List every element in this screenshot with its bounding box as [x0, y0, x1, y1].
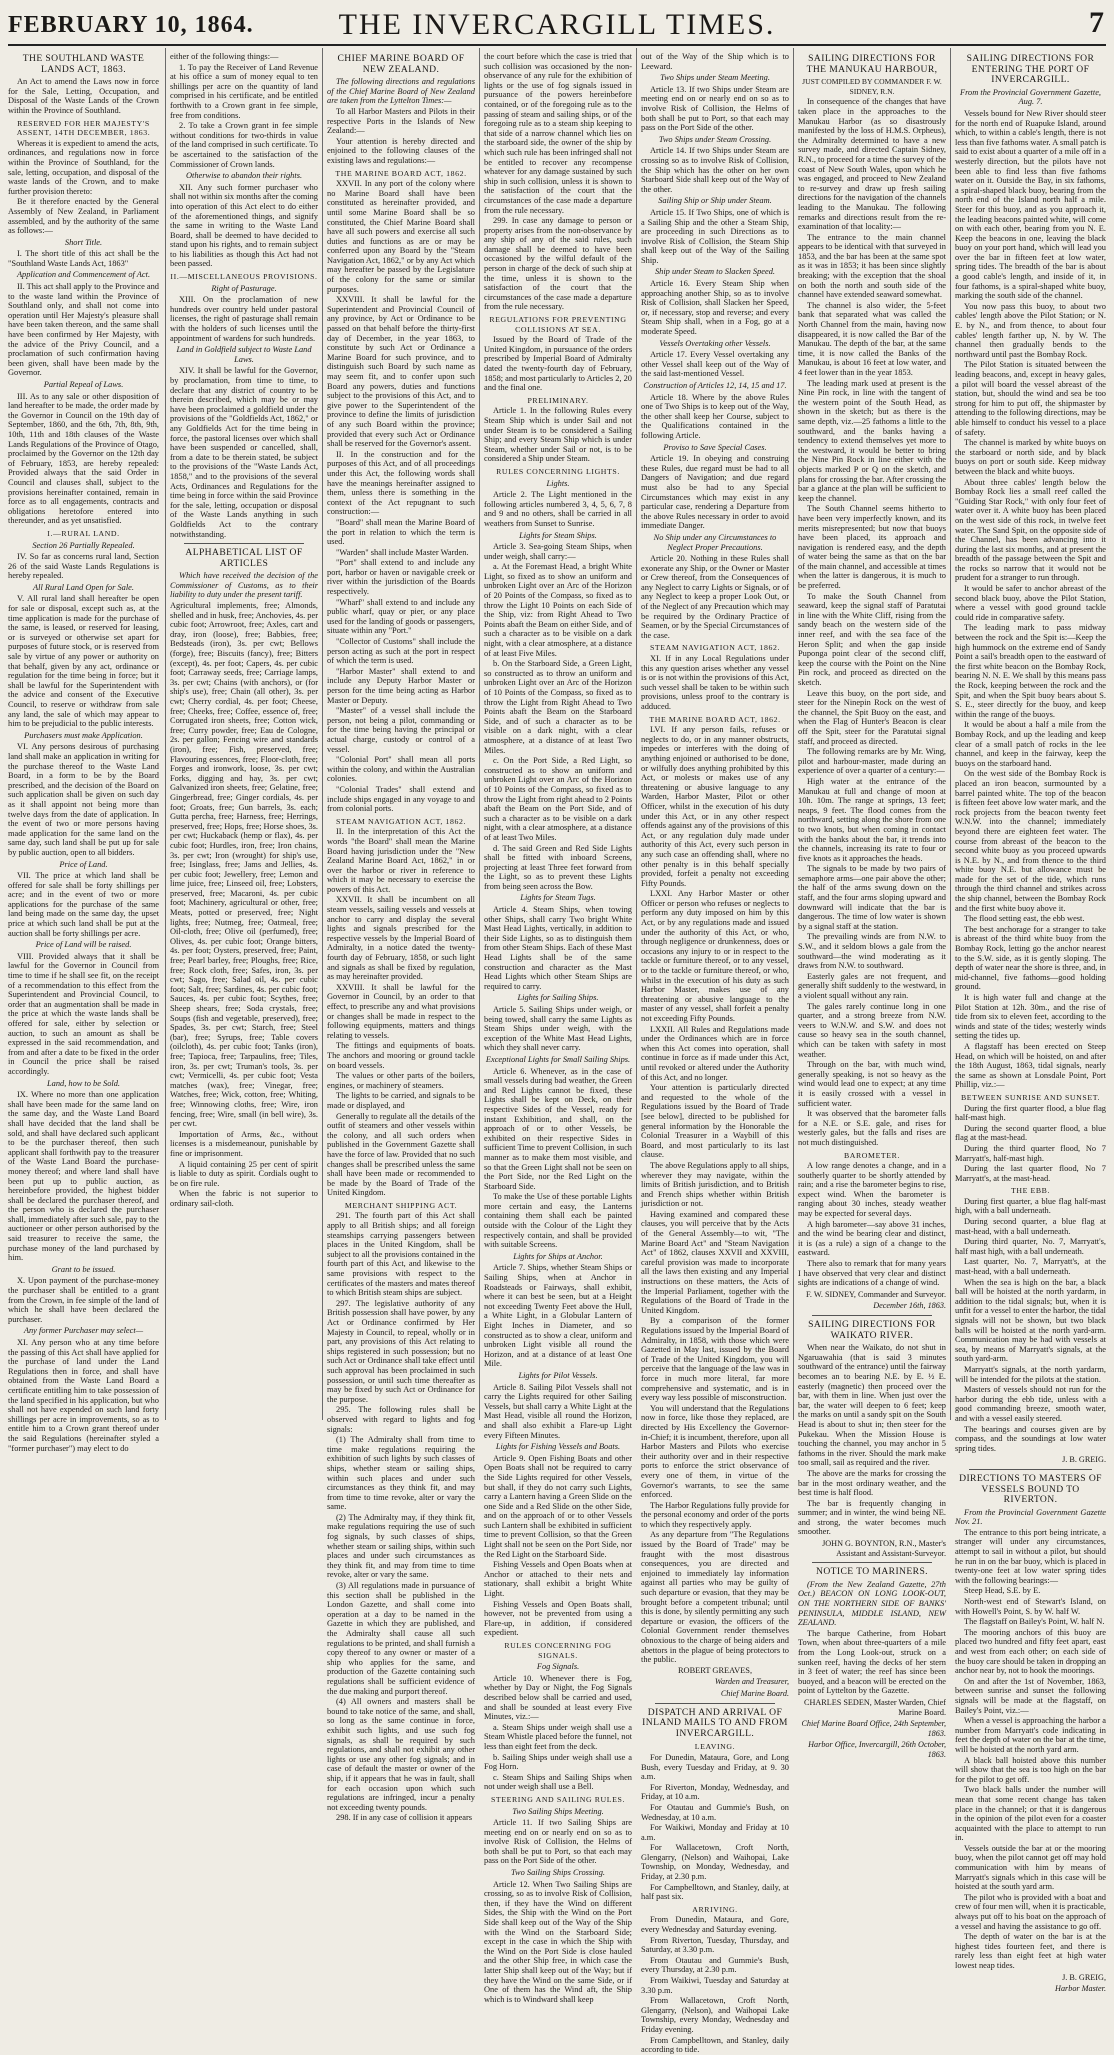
section-subheading: Section 26 Partially Repealed. — [32, 540, 135, 550]
paragraph: VII. The price at which land shall be offered for sale shall be forty shillings per acre; and in the event of two or more applications for the purchase of the same land being made on the same day, the upset price at which such land shall be put at the auction shall be forty shillings per acre. — [8, 871, 159, 938]
paragraph: LVI. If any person fails, refuses or neglects to do, or in any manner obstructs, impedes or interferes with the doing of anything enjoined or authorised to be done, or wilfully does anything prohibited by this Act, or molests or makes use of any threatening or abusive language to any Warden, Harbor Master, Pilot or other Officer, whilst in the execution of his duty under this Act, or in any other respect offends against any of the provisions of this Act, or any regulation duly made under authority of this Act, every such person in any such case an offending shall, where no other penalty is in this behalf specially provided, forfeit a penalty not exceeding Fifty Pounds. — [641, 725, 789, 888]
column-rule — [636, 48, 637, 1420]
section-subheading: No Ship under any Circumstances to Neglect Proper Precautions. — [653, 532, 777, 552]
paragraph: Article 19. In obeying and construing these Rules, due regard must be had to all Dangers of Navigation; and due regard must also be had to any Special Circumstances which may exist in any particular case, rendering a Departure from the above Rules necessary in order to avoid immediate Danger. — [641, 454, 789, 531]
section-subheading: All Rural Land Open for Sale. — [33, 582, 134, 592]
signature-place: Harbor Office, Invercargill, 26th October, 1863. — [808, 1740, 946, 1759]
column-rule — [479, 48, 480, 1420]
section-subheading: Exceptional Lights for Small Sailing Ships. — [485, 1054, 631, 1064]
paragraph: Vessels bound for New River should steer for the north end of Ruapuke Island, around which, to within a cable's length, there is not less than five fathoms water. A small patch is said to exist about a quarter of a mile off in a westerly direction, but the pilots have not been able to find less than five fathoms water on it. Outside the Bay, in six fathoms, a spiral-shaped black buoy, bearing from the north end of the Island north half a mile. Steer for this buoy, and as you approach it, the leading beacons painted white, will come on with each other, bearing from you N. E. Keep the beacons in one, leaving the black buoy on your port hand, which will lead you over the bar in fifteen feet at low water, spring tides. The breadth of the bar is about a good cable's length, and inside of it, in four fathoms, is a spiral-shaped white buoy, marking the south side of the channel. — [955, 108, 1106, 301]
section-subheading: Lights for Steam Ships. — [519, 530, 597, 540]
section-subheading: Short Title. — [64, 237, 103, 247]
article-heading: NOTICE TO MARINERS. — [816, 1566, 928, 1578]
paragraph: By a comparison of the former Regulations issued by the Imperial Board of Admiralty, in 1858, with those which were Gazetted in May last, issued by the Board of Trade of the United Kingdom, you will perceive that the language of the law was in force in much more literal, far more comprehensive and systematic, and is in every way less possible of misconstruction. — [641, 1316, 789, 1403]
paragraph: VI. Any persons desirous of purchasing land shall make an application in writing for the purchase thereof to the Waste Land Board, in a form to be by the Board prescribed, and the decision of the Board on such application shall be given on such day as it shall appoint not being more than twelve days from the date of application. In the event of two or more persons having made application for the same land on the same day, such land shall be put up for sale by public auction, open to all bidders. — [8, 742, 159, 857]
article-heading: SAILING DIRECTIONS FOR THE MANUKAU HARBOUR, — [806, 53, 938, 75]
paragraph: A black ball hoisted above this number will show that the sea is too high on the bar for the pilot to get off. — [955, 1755, 1106, 1784]
signature: CHARLES SEDEN, Master Warden, Chief Marine Board. — [804, 1697, 946, 1717]
section-subheading: Two Ships under Steam Crossing. — [658, 134, 772, 144]
paragraph: Masters of vessels should not run for the harbor during the ebb tide, unless with a good commanding breeze, smooth water, and with a vessel easily steered. — [955, 1385, 1106, 1423]
paragraph: (From the New Zealand Gazette, 27th Oct.) BEACON ON LONG LOOK-OUT, ON THE NORTHERN SIDE OF BANKS' PENINSULA, MIDDLE ISLAND, NEW ZEALAND. — [798, 1579, 946, 1628]
paragraph: For Wallacetown, Croft North, Glengarry, (Nelson) and Waihopai, Lake Township, on Monday, Wednesday, and Friday, at 2.30 p.m. — [641, 1843, 789, 1882]
paragraph: Last quarter, No. 7, Marryatt's, at the mast-head, with a ball underneath. — [955, 1257, 1106, 1277]
paragraph: IX. Where no more than one application shall have been made for the same land on the same day, and the Waste Land Board shall have decided that the land shall be sold, and shall have declared such applicant to be the purchaser thereof, then such applicant shall forthwith pay to the treasurer of the Waste Land Board the purchase-money thereof; and where land shall have been put up to public auction, as hereinbefore provided, the highest bidder shall be declared the purchaser thereof, and the person who is declared the purchaser shall, immediately after such sale, pay to the auctioneer or other person authorised by the said treasurer to receive the same, the purchase money of the land purchased by him. — [8, 1090, 159, 1263]
section-subheading: Land, how to be Sold. — [46, 1078, 121, 1088]
article-heading: CHIEF MARINE BOARD OF NEW ZEALAND. — [337, 53, 465, 75]
section-subheading: Ship under Steam to Slacken Speed. — [654, 267, 775, 277]
paragraph: The following remarks are by Mr. Wing, pilot and harbour-master, made during an experience of over a quarter of a century:— — [798, 747, 946, 776]
paragraph: The flagstaff on Bailey's Point, W. half N. — [964, 1617, 1105, 1627]
paragraph: On the west side of the Bombay Rock is placed an iron beacon, surmounted by a barrel painted white. The top of the beacon is fifteen feet above low water mark, and the rock projects from the beacon twenty feet W.N.W. into the channel; immediately beyond there are eighteen feet water. The course from abreast of the beacon to the second white buoy as you proceed upwards is N.E. by N., and from thence to the third white buoy N.E. but allowance must be made for the set of the tide, which runs through the third channel and strikes across the ship channel, between the Bombay Rock and the first white buoy above it. — [955, 769, 1106, 913]
paragraph: Issued by the Board of Trade of the United Kingdom, in pursuance of the orders prescribed by Imperial Board of Admiralty dated the twenty-fourth day of February, 1858; and most particularly to Articles 2, 20 and the final one. — [484, 335, 632, 393]
paragraph: Whereas it is expedient to amend the acts, ordinances, and regulations now in force within the Province of Southland, for the sale, letting, occupation, and disposal of the waste lands of the Crown, and to make further provision thereto: — [8, 138, 159, 196]
paragraph: Article 7. Ships, whether Steam Ships or Sailing Ships, when at Anchor in Roadsteads or Fairways, shall exhibit, where it can best be seen, but at a Height not exceeding Twenty Feet above the Hull, a White Light, in a Globular Lantern of Eight Inches in Diameter, and so constructed as to show a clear, uniform and unbroken Light visible all round the Horizon, and at a distance of at least One Mile. — [484, 1263, 632, 1369]
paragraph: Be it therefore enacted by the General Assembly of New Zealand, in Parliament assembled, and by the authority of the same as follows:— — [8, 197, 159, 236]
column-rule — [322, 48, 323, 1420]
paragraph: To make the South Channel from seaward, keep the signal staff of Paratutai in line with the White Cliff, rising from the sandy beach on the western side of the inner reef, and with the sea face of the Heron Split; and when the gap inside Puponga point clear of the second cliff, keep the course with the Point on the Nine Pin rock, and proceed as directed on the sketch. — [798, 591, 946, 687]
paragraph: X. Upon payment of the purchase-money the purchaser shall be entitled to a grant from the Crown, in fee simple of the land of which he shall have been declared the purchaser. — [8, 1276, 159, 1324]
signature-title: Harbor Master. — [1055, 1984, 1106, 1994]
paragraph: II. In the construction and for the purposes of this Act, and of all proceedings under this Act, the following words shall have the meanings hereinafter assigned to them, unless there is something in the context of the Act repugnant to such construction:— — [327, 449, 475, 517]
paragraph: "Warden" shall include Master Warden. — [336, 547, 469, 557]
paragraph: From Dunedin, Mataura, and Gore, every Wednesday and Saturday evening. — [641, 1915, 789, 1935]
paragraph: Steep Head, S.E. by E. — [964, 1586, 1041, 1596]
paragraph: The best anchorage for a stranger to take is abreast of the third white buoy from the Bombay Rock, letting go the anchor nearest to the S.W. side, as it is gently sloping. The depth of water near the shore is three, and, in mid-channel, five fathoms—good holding ground. — [955, 924, 1106, 992]
paragraph: About three cables' length below the Bombay Rock lies a small reef called the "Guiding Star Rock," with only four feet of water over it. A white buoy has been placed on the west side of this rock, in twelve feet water. The Sand Spit, on the opposite side of the Channel, has been advancing into it during the last six months, and at present the breadth of the passage between the Spit and the rocks so narrow that it would not be prudent for a stranger to run through. — [955, 477, 1106, 583]
paragraph: "Master" of a vessel shall include the person, not being a pilot, commanding or for the time being having the principal or actual charge, custody or control of a vessel. — [327, 706, 475, 754]
paragraph: XXVII. In any port of the colony where no Marine Board shall have been constituted as hereinafter provided, and until some Marine Board shall be so constituted, the Chief Marine Board shall have all such powers and exercise all such duties and functions as are or may be conferred upon any Board by the "Steam Navigation Act, 1862," or by any Act which may hereafter be passed by the Legislature of the colony for the same or similar purposes. — [327, 179, 475, 294]
newspaper-title: THE INVERCARGILL TIMES. — [338, 8, 776, 41]
part-heading: PRELIMINARY. — [527, 395, 589, 405]
paragraph: "Colonial Port" shall mean all ports within the colony, and within the Australian colonies. — [327, 755, 475, 784]
paragraph: For Otautau and Gummie's Bush, on Wednesday, at 10 a.m. — [641, 1802, 789, 1822]
paragraph: the court before which the case is tried that such collision was occasioned by the non-observance of any rule for the exhibition of lights or the use of fog signals issued in pursuance of the powers hereinbefore contained, or of the foregoing rule as to the passing of steam and sailing ships, or of the foregoing rule as to a steam ship keeping to that side of a narrow channel which lies on the starboard side, the owner of the ship by which such rule has been infringed shall not be entitled to recover any recompense whatever for any damage sustained by such ship in such collision, unless it is shown to the satisfaction of the court that the circumstances of the case made a departure from the rule necessary. — [484, 52, 632, 215]
paragraph: IV. So far as concerns rural land, Section 26 of the said Waste Lands Regulations is hereby repealed. — [8, 552, 159, 581]
article-heading: DIRECTIONS TO MASTERS OF VESSELS BOUND TO RIVERTON. — [959, 1472, 1102, 1506]
paragraph: The leading mark to pass midway between the rock and the Spit is:—Keep the high hummock on the extreme end of Sandy Point a sail's breadth open to the eastward of the first white beacon on the Bombay Rock, bearing N. N. E. We shall by this means pass the Rock, keeping between the rock and the Spit, and when the Spit buoy bears about S. S. E., steer directly for the buoy, and keep within the range of the buoys. — [955, 623, 1106, 719]
paragraph: Article 9. Open Fishing Boats and other Open Boats shall not be required to carry the Side Lights required for other Vessels, but shall, if they do not carry such Lights, carry a Lantern having a Green Slide on the one Side and a Red Slide on the other Side, and on the approach of or to other Vessels such Lantern shall be exhibited in sufficient time to prevent Collision, so that the Green Light shall not be seen on the Port Side, nor the Red Light on the Starboard Side. — [484, 1453, 632, 1559]
paragraph: From the Provincial Government Gazette Nov. 21. — [955, 1507, 1106, 1527]
paragraph: The above are the marks for crossing the bar in the most ordinary weather, and the best time is half flood. — [798, 1468, 946, 1498]
paragraph: In consequence of the changes that have taken place in the approaches to the Manukau Harbor (as so disastrously manifested by the loss of H.M.S. Orpheus), the Admiralty determined to have a new survey made, and directed Captain Sidney, R.N., to proceed for a time the survey of the coast of New South Wales, upon which he was engaged, and proceed to New Zealand to re-survey and draw up fresh sailing directions for the navigation of the channels leading to the Manukau. The following remarks and directions result from the re-examination of that locality:— — [798, 97, 946, 232]
paragraph: The Harbor Regulations fully provide for the personal economy and order of the ports to which they respectively apply. — [641, 1500, 789, 1529]
paragraph: d. The said Green and Red Side Lights shall be fitted with inboard Screens, projecting at least Three feet forward from the Light, so as to prevent these Lights from being seen across the Bow. — [484, 843, 632, 891]
paragraph: XXVII. It shall be incumbent on all steam vessels, sailing vessels and vessels at anchor to carry and display the several lights and signals prescribed for the respective vessels by the Imperial Board of Admiralty, in a notice dated the twenty-fourth day of February, 1858, or such light and signals as shall be fixed by regulation, as may hereinafter provided. — [327, 895, 475, 982]
paragraph: When the sea is high on the bar, a black ball will be hoisted at the north yardarm, in addition to the tidal signals; but, when it is unfit for a vessel to enter the harbor, the tidal signals will not be shown, but two black balls will be hoisted at the north yard-arm. Communication may be had with vessels at sea, by means of Marryatt's signals, at the south yard-arm. — [955, 1277, 1106, 1364]
paragraph: The bearings and courses given are by compass, and the soundings at low water spring tides. — [955, 1424, 1106, 1453]
section-subheading: Purchasers must make Application. — [24, 730, 143, 740]
paragraph: When near the Waikato, do not shut in Ngaruawahia (that is said 3 minutes southward of the entrance) until the fairway becomes an to bearing N.E. by E. ½ E. easterly (magnetic) then proceed over the bar, with them in line. When just over the bar, the water will deepen to 6 feet; keep the marks on until a sandy spit on the South Head is about to shut in; then steer for the Pukekau. When the Mission House is touching the channel, you may anchor in 5 fathoms in the river. Should the mark make too small, sail as required and the river. — [798, 1343, 946, 1468]
column-rule — [165, 48, 166, 1420]
divider — [655, 1703, 775, 1704]
section-subheading: Lights for Pilot Vessels. — [518, 1370, 598, 1380]
part-heading: REGULATIONS FOR PREVENTING COLLISIONS AT SEA. — [489, 315, 627, 334]
paragraph: Your attention is particularly directed and requested to the whole of the Regulations issued by the Board of Trade [see below], directed to be published for general information by the Honorable the Colonial Treasurer in a Waybill of this Board, and most particularly to its last clause. — [641, 1083, 789, 1160]
paragraph: Article 8. Sailing Pilot Vessels shall not carry the Lights required for other Sailing Vessels, but shall carry a White Light at the Mast Head, visible all round the Horizon, and shall also exhibit a Flare-up Light every Fifteen Minutes. — [484, 1382, 632, 1440]
paragraph: Which have received the decision of the Commissioner of Customs, as to their liability to duty under the present tariff. — [170, 571, 318, 600]
paragraph: LXXI. Any Harbor Master or other Officer or person who refuses or neglects to perform any duty imposed on him by this Act, or by any regulations made and issued under the authority of this Act, or who, through negligence or drunkenness, does or occasions any injury to or in respect to the tackle or furniture thereof, or to any vessel, or to the tackle or furniture thereof, or who, whilst in the execution of his duty as such Harbor Master, makes use of any threatening or abusive language to the master of any vessel, shall forfeit a penalty not exceeding Fifty Pounds. — [641, 889, 789, 1023]
paragraph: c. On the Port Side, a Red Light, so constructed as to show an uniform and unbroken Light over an Arc of the Horizon of 10 Points of the Compass, so fixed as to throw the Light from right ahead to 2 Points abaft the Beam on the Port Side, and of such a character as to be visible on a dark night, with a clear atmosphere, at a distance of at least Two Miles. — [484, 756, 632, 842]
signature: JOHN G. BOYNTON, R.N., Master's Assistant and Assistant-Surveyor. — [822, 1539, 946, 1558]
paragraph: "Colonial Trades" shall extend and include ships engaged in any voyage to and from colonial ports. — [327, 784, 475, 814]
paragraph: From Otautau and Gummie's Bush, every Thursday, at 2.30 p.m. — [641, 1955, 789, 1975]
column-1 — [8, 52, 159, 1453]
paragraph: The bar is frequently changing in summer; and in winter, the wind being NE. and strong, the water becomes much smoother. — [798, 1498, 946, 1537]
paragraph: During the first quarter flood, a blue flag half-mast high. — [955, 1103, 1106, 1123]
article-heading: ALPHABETICAL LIST OF ARTICLES — [185, 547, 303, 569]
section-subheading: Construction of Articles 12, 14, 15 and 17. — [643, 381, 787, 390]
column-rule — [950, 48, 951, 1420]
section-subheading: Two Sailing Ships Meeting. — [512, 1806, 604, 1816]
part-heading: BETWEEN SUNRISE AND SUNSET. — [960, 1092, 1101, 1102]
paragraph: XIV. It shall be lawful for the Governor, by proclamation, from time to time, to declare that any district of country to be therein described, which may be or may have been proclaimed a goldfield under the provisions of the "Goldfields Act, 1862," or any Goldfields Act for the time being in force, the pastoral licenses over which shall have been suspended or cancelled, shall, from a date to be therein stated, be subject to the provisions of the "Waste Lands Act, 1858," and to the provisions of the several Acts, Ordinances and Regulations for the time being in force within the said Province for the sale, letting, occupation or disposal of the Waste Lands anything in such Goldfields Act to the contrary notwithstanding. — [170, 366, 318, 539]
paragraph: Fishing Vessels and Open Boats when at Anchor or attached to their nets and stationary, shall exhibit a bright White Light. — [484, 1560, 632, 1599]
paragraph: The signals to be made by two pairs of semaphore arms—one pair above the other; the half of the arms swung down on the staff, and the four arms sloping upward and downward will indicate that the bar is dangerous. The time of low water is shown by a signal staff at the station. — [798, 864, 946, 931]
signature-title: Warden and Treasurer, — [714, 1677, 789, 1687]
paragraph: To make the Use of these portable Lights more certain and easy, the Lanterns containing them shall each be painted outside with the Colour of the Light they respectively contain, and shall be provided with suitable Screens. — [484, 1192, 632, 1250]
paragraph: From Waikiwi, Tuesday and Saturday at 3.30 p.m. — [641, 1976, 789, 1995]
part-heading: LEAVING. — [694, 1742, 736, 1752]
paragraph: The above Regulations apply to all ships, wherever they may navigate, within the limits of British jurisdiction, and to British and French ships whether within British jurisdiction or not. — [641, 1160, 789, 1209]
paragraph: For Waikiwi, Monday and Friday at 10 a.m. — [641, 1823, 789, 1842]
paragraph: The flood setting east, the ebb west. — [964, 914, 1085, 924]
paragraph: a. At the Foremast Head, a bright White Light, so fixed as to show an uniform and unbroken Light over an Arc of the Horizon of 20 Points of the Compass, so fixed as to throw the Light 10 Points on each Side of the Ship, viz: from Right Ahead to Two Points abaft the Beam on either Side, and of such a character as to be visible on a dark night, with a clear atmosphere, at a distance of at least Five Miles. — [484, 562, 632, 658]
paragraph: A flagstaff has been erected on Steep Head, on which will be hoisted, on and after the 18th August, 1863, tidal signals, nearly the same as shown at Lonsdale Point, Port Phillip, viz.:— — [955, 1041, 1106, 1090]
paragraph: V. All rural land shall hereafter be open for sale or disposal, except such as, at the time application is made for the purchase of the same, is leased, or reserved for leasing, or is surveyed or otherwise set apart for purposes of future stock, or is reserved from sale by virtue of any power or authority on that behalf, given by any act, ordinance or regulation for the time being in force; but it shall be lawful for the Superintendent with the advice and consent of the Executive Council, to reserve or withdraw from sale any land, the sale of which may appear to him to be prejudicial to the public interests. — [8, 594, 159, 729]
part-heading: I.—RURAL LAND. — [47, 528, 120, 538]
paragraph: Having examined and compared these clauses, you will perceive that by the Acts of the General Assembly—to wit, "The Marine Board Act" and "Steam Navigation Act" of 1862, clauses XXVII and XXVIII, careful provision was made to incorporate all the laws then existing and any Imperial instructions on these matters, the Acts of the Imperial Parliament, together with the Regulations of the Board of Trade in the United Kingdom. — [641, 1209, 789, 1315]
paragraph: Article 11. If two Sailing Ships are meeting end on or nearly end on so as to involve Risk of Collision, the Helms of both shall be put to Port, so that each may pass on the Port Side of the other. — [484, 1818, 632, 1866]
paragraph: It would be safer to anchor abreast of the second black buoy, above the Pilot Station, where a vessel with good ground tackle could ride in comparative safety. — [955, 584, 1106, 622]
paragraph: The depth of water on the bar is at the highest tides fourteen feet, and there is rarely less than eight feet at high water lowest neap tides. — [955, 1932, 1106, 1970]
paragraph: To all Harbor Masters and Pilots in their respective Ports in the Islands of New Zealand:— — [327, 106, 475, 136]
section-subheading: Otherwise to abandon their rights. — [185, 171, 303, 181]
paragraph: You will understand that the Regulations now in force, like those they replaced, are directed by His Excellency the Governor-in-Chief; it is incumbent, therefore, upon all Harbor Masters and Pilots who exercise their authority over and in their respective ports to enforce the strict observance of every one of them, in virtue of the Governor's warrants, to see the same enforced. — [641, 1403, 789, 1500]
paragraph: (1) The Admiralty shall from time to time make regulations requiring the exhibition of such lights by such classes of ships, whether steam or sailing ships, within such places and under such circumstances as they think fit, and may from time to time revoke, alter or vary the same. — [327, 1435, 475, 1512]
paragraph: It would be about a half a mile from the Bombay Rock, and up the leading and keep clear of a small patch of rocks in the lee channel, and keep in the fairway, keep the buoys on the starboard hand. — [955, 720, 1106, 768]
page-number: 7 — [1089, 6, 1104, 39]
paragraph: From Riverton, Tuesday, Thursday, and Saturday, at 3.30 p.m. — [641, 1935, 789, 1955]
section-subheading: Price of Land will be raised. — [35, 940, 132, 950]
signature: F. W. SIDNEY, Commander and Surveyor. — [806, 1289, 946, 1299]
paragraph: II. In the interpretation of this Act the words "the Board" shall mean the Marine Board having jurisdiction under the "New Zealand Marine Board Act, 1862," in or over the harbor or river in reference to which it may be necessary to exercise the powers of this Act. — [327, 827, 475, 894]
part-heading: BAROMETER. — [843, 1150, 901, 1160]
section-subheading: Any former Purchaser may select— — [23, 1326, 144, 1336]
section-subheading: Lights for Steam Tugs. — [520, 893, 596, 903]
section-subheading: Sailing Ship or Ship under Steam. — [658, 196, 772, 206]
paragraph: Generally to regulate all the details of the outfit of steamers and other vessels within the colony, and all such orders when published in the Government Gazette shall have the force of law. Provided that no such changes shall be prescribed unless the same shall have been made or recommended to be made by the Board of Trade of the United Kingdom. — [327, 1111, 475, 1198]
article-list: Agricultural implements, free; Almonds, shelled and in husk, free; Anchovies, 4s. per cubic foot; Arrowroot, free; Axles, cart and dray, iron (loose), free; Babbies, free; Bedsteads (iron), 3s. per cwt; Bellows (forge), free; Biscuits (fancy), free; Bitters (except), 4s. per foot; Capers, 4s. per cubic foot; Carraway seeds, free; Carriage lamps, 3s. per cwt; Chains (with anchors), or (for ship's use), free; Chain (all other), 3s. per cwt; Cherry cordial, 4s. per foot; Cheese, free; Cheeks, free; Coffee, essence of, free; Corrugated iron sheets, free; Cotton wick, free; Curry powder, free; Eau de Cologne, 2s. per gallon; Fencing wire and standards (iron), free; Fish, preserved, free; Flavouring essences, free; Floor-cloth, free; Forges and ironwork, loose, 3s. per cwt; Forks, digging and hay, 3s. per cwt; Galvanized iron sheets, free; Gelatine, free; Gingerbread, free; Ginger cordials, 4s. per foot; Groats, free; Gun barrels, 3s. each; Gutta percha, free; Harness, free; Herrings, preserved, free; Hops, free; Horse shoes, 3s. per cwt; Huckaback (hemp or flax), 4s. per cubic foot; Hurdles, iron, free; Iron chains, 3s. per cwt; Iron (wrought) for ship's use, free; Isinglass, free; Jams and Jellies, 4s. per cubic foot; Jewellery, free; Lemon and lime juice, free; Linseed oil, free; Lobsters, preserved, free; Macaroni, 4s. per cubic foot; Machinery, agricultural or other, free; Meats, potted or preserved, free; Night lights, free; Nutmeg, free; Oatmeal, free; Oil-cloth, free; Olive oil (perfumed), free; Olives, 4s. per cubic foot; Orange bitters, 4s. per foot; Oysters, preserved, free; Paint, free; Pearl barley, free; Ploughs, free; Rice, free; Rock cloth, free; Safes, iron, 3s. per cwt; Sago, free; Salad oil, 4s. per cubic foot; Salt, free; Sardines, 4s. per cubic foot; Sauces, 4s. per cubic foot; Scythes, free; Sheep shears, free; Soda crystals, free; Soups (fish and vegetable, preserved), free; Spades, 3s. per cwt; Starch, free; Steel (bar), free; Syrups, free; Table covers (oilcloth), 4s. per cubic foot; Tanks (iron), free; Tapioca, free; Tarpaulins, free; Tiles, iron, 3s. per cwt; Truman's tools, 3s. per cwt; Vermicelli, 4s. per cubic foot; Vesta matches (wax), free; Vinegar, free; Watches, free; Wick, cotton, free; Whiting, free; Winnowing cloths, free; Wire, iron fencing, free; Wire, small (in bell wire), 3s. per cwt. — [170, 601, 318, 1129]
paragraph: Article 15. If Two Ships, one of which is a Sailing Ship and the other a Steam Ship, are proceeding in such Directions as to involve Risk of Collision, the Steam Ship shall keep out of the Way of the Sailing Ship. — [641, 207, 789, 265]
paragraph: The entrance to the main channel appears to be identical with that surveyed in 1853, and the bar has been at the same spot as it was in 1853; it has been since slightly breaking; with the exception that the shoal on both the north and south side of the channel have extended seaward somewhat. — [798, 232, 946, 300]
paragraph: XXVIII. It shall be lawful for the Superintendent and Provincial Council of any province, by Act or Ordinance to be passed on that behalf before the thirty-first day of December, in the year 1863, to constitute by such Act or Ordinance a Marine Board for such province, and to distinguish such Board by such name as may seem fit, and to confer upon such Board any powers, duties and functions subject to the provisions of this Act, and to give power to the Superintendent of the province to define the limits of jurisdiction of any such Board within the province; provided that every such Act or Ordinance shall be reserved for the Governor's assent. — [327, 295, 475, 449]
paragraph: During third quarter, No. 7, Marryatt's, half mast high, with a ball underneath. — [955, 1237, 1106, 1256]
paragraph: XI. If in any Local Regulations under this any question arises whether any vessel is or is not within the provisions of this Act, such vessel shall be taken to be within such provisions, unless proof to the contrary is adduced. — [641, 654, 789, 711]
section-subheading: Right of Pasturage. — [211, 283, 277, 293]
paragraph: An Act to amend the Laws now in force for the Sale, Letting, Occupation, and Disposal of the Waste Lands of the Crown within the Province of Southland. — [8, 77, 159, 115]
paragraph: Through on the bar, with much wind, generally speaking, is not so heavy as the wind would lead one to expect; at any time it is easily crossed with a vessel in sufficient water. — [798, 1060, 946, 1108]
paragraph: Article 20. Nothing in these Rules shall exonerate any Ship, or the Owner or Master or Crew thereof, from the Consequences of any Neglect to carry Lights or Signals, or of any Neglect to keep a proper Look Out, or of the Neglect of any Precaution which may be required by the Ordinary Practice of Seamen, or by the Special Circumstances of the case. — [641, 554, 789, 640]
paragraph: It is high water full and change at the Pilot Station at 12h. 30m., and the rise of tide from six to eleven feet, according to the winds and state of the tides; westerly winds setting the tides up. — [955, 993, 1106, 1041]
part-heading: STEERING AND SAILING RULES. — [490, 1794, 626, 1804]
paragraph: The mooring anchors of this buoy are placed two hundred and fifty feet apart, east and west from each other; on each side of the buoy care should be taken in dropping an anchor near by, not to hook the moorings. — [955, 1627, 1106, 1676]
part-heading: RULES CONCERNING LIGHTS. — [496, 466, 620, 476]
section-subheading: Application and Commencement of Act. — [16, 270, 151, 280]
paragraph: From Wallacetown, Croft North, Glengarry, (Nelson), and Waihopai Lake Township, every Monday, Wednesday and Friday evening. — [641, 1996, 789, 2034]
part-heading: ARRIVING. — [692, 1904, 738, 1914]
signature-name: ROBERT GREAVES, — [677, 1665, 753, 1675]
footnote: A liquid containing 25 per cent of spirit is liable to duty as spirit. Cordials ought to be on fire rule. — [170, 1159, 318, 1188]
paragraph: (2) The Admiralty may, if they think fit, make regulations requiring the use of such fog signals, by such classes of ships, whether steam or sailing ships, within such places and under such circumstances as they think fit, and may from time to time revoke, alter or vary the same. — [327, 1512, 475, 1580]
paragraph: The barque Catherine, from Hobart Town, when about three-quarters of a mile from the Long Look-out, struck on a sunken reef, having the decks of her stern in 3 feet of water; the reef has since been buoyed, and a beacon will be erected on the point of Lyttelton by the Gazette. — [798, 1628, 946, 1696]
paragraph: High water at the entrance of the Manukau at full and change of moon at 10h. 10m. The range at springs, 13 feet; neaps, 9 feet. The flood comes from the northward, setting along the shore from one to two knots, but when coming in contact with the banks about the bar, it trends into the channels, increasing its rate to four or five knots as it approaches the heads. — [798, 776, 946, 863]
paragraph: Two black balls under the number will mean that some recent change has taken place in the channel; or that it is dangerous in the opinion of the pilot even for a coaster acquainted with the place to attempt to run in. — [955, 1785, 1106, 1843]
section-subheading: Price of Land. — [59, 859, 108, 869]
paragraph: "Board" shall mean the Marine Board of the port in relation to which the term is used. — [327, 517, 475, 547]
footnote: When the fabric is not superior to ordinary sail-cloth. — [170, 1189, 318, 1208]
paragraph: Marryatt's signals, at the north yardarm, will be intended for the pilots at the station. — [955, 1364, 1106, 1384]
paragraph: On and after the 1st of November, 1863, between sunrise and sunset the following signals will be made at the flagstaff, on Bailey's Point, viz.:— — [955, 1676, 1106, 1715]
paragraph: The leading mark used at present is the Nine Pin rock, in line with the tangent of the western point of the South Head, as shown in the sketch; but as there is the same depth, viz.—25 fathoms a little to the southward, and the banks having a tendency to extend themselves yet more to the westward, it would be better to bring the Nine Pin Rock in line either with the objects marked P or Q on the sketch, and plans for crossing the bar. After crossing the bar a glance at the plan will be sufficient to keep the channel. — [798, 378, 946, 503]
column-rule — [793, 48, 794, 1420]
column-5 — [641, 52, 789, 2055]
paragraph: Article 14. If two Ships under Steam are crossing so as to involve Risk of Collision, the Ship which has the other on her own Starboard Side shall keep out of the Way of the other. — [641, 146, 789, 194]
paragraph: III. As to any sale or other disposition of land hereafter to be made, the order made by the Governor in Council on the 19th day of September, 1860, and the 6th, 7th, 8th, 9th, 10th, 11th and 18th clauses of the Waste Lands Regulations of the Province of Otago, proclaimed by the Governor on the 12th day of February, 1853, are hereby repealed: Provided always that the said Order in Council and clauses shall, subject to the provisions hereinafter contained, remain in force as to all engagements, contracts and obligations heretofore entered into thereunder, and as yet unsatisfied. — [8, 391, 159, 526]
paragraph: LXXII. All Rules and Regulations made under the Ordinances which are in force when this Act comes into operation, shall continue in force as if made under this Act, until revoked or altered under the Authority of this Act, and no longer. — [641, 1024, 789, 1082]
signature-place: Chief Marine Board Office, 24th September, 1863. — [801, 1719, 946, 1738]
paragraph: XII. Any such former purchaser who shall not within six months after the coming into operation of this Act elect to do either of the aforementioned things, and signify the same in writing to the Waste Land Board, shall be deemed to have decided to stand upon his rights, and to remain subject to his liabilities as though this Act had not been passed. — [170, 182, 318, 269]
paragraph: When a vessel is approaching the harbor a number from Marryatt's code indicating in feet the depth of water on the bar at the time, will be hoisted at the north yard arm. — [955, 1716, 1106, 1754]
assent-note: RESERVED FOR HER MAJESTY'S ASSENT, 14TH DECEMBER, 1863. — [16, 118, 151, 138]
paragraph: out of the Way of the Ship which is to Leeward. — [641, 52, 789, 71]
article-heading: DISPATCH AND ARRIVAL OF INLAND MAILS TO AND FROM INVERCARGILL. — [642, 1706, 788, 1739]
section-subheading: Lights for Fishing Vessels and Boats. — [495, 1442, 621, 1452]
paragraph: During the last quarter flood, No 7 Marryatt's, at the mast-head. — [955, 1164, 1106, 1183]
paragraph: It was observed that the barometer falls for a N.E. or S.E. gale, and rises for westerly gales, but the falls and rises are not much distinguished. — [798, 1109, 946, 1147]
article-heading: SAILING DIRECTIONS FOR ENTERING THE PORT OF INVERCARGILL. — [966, 53, 1095, 86]
issue-date: FEBRUARY 10, 1864. — [8, 12, 254, 38]
paragraph: The gales rarely continue long in one quarter, and a strong breeze from N.W. veers to W.N.W. and S.W. and does not cause so heavy sea in the south channel, which can be taken with safety in most weather. — [798, 1001, 946, 1059]
paragraph: North-west end of Stewart's Island, on with Howell's Point, S. by W. half W. — [955, 1597, 1106, 1616]
paragraph: Fishing Vessels and Open Boats shall, however, not be prevented from using a Flare-up, in addition, if considered expedient. — [484, 1599, 632, 1638]
paragraph: You now pass this buoy, to about two cables' length above the Pilot Station; or N. E. by N., and from thence, to about four cables' length farther up, N. by W. The channel then gradually bends to the northward until past the Bombay Rock. — [955, 301, 1106, 359]
paragraph: Article 1. In the following Rules every Steam Ship which is under Sail and not under Steam is to be considered a Sailing Ship; and every Steam Ship which is under Steam, whether under Sail or not, is to be considered a Ship under Steam. — [484, 406, 632, 464]
paragraph: Easterly gales are not frequent, and generally shift suddenly to the westward, in a violent squall without any rain. — [798, 971, 946, 1000]
paragraph: c. Steam Ships and Sailing Ships when not under weigh shall use a Bell. — [484, 1772, 632, 1792]
paragraph: Article 2. The Light mentioned in the following articles numbered 3, 4, 5, 6, 7, 8 and 9 and no others, shall be carried in all weathers from Sunset to Sunrise. — [484, 490, 632, 528]
paragraph: "Port" shall extend to and include any port, harbor or haven or navigable creek or river within the jurisdiction of the Boards respectively. — [327, 558, 475, 597]
paragraph: "Wharf" shall extend to and include any public wharf, quay or pier, or any place used for the landing of goods or passengers, situate within any "Port." — [327, 597, 475, 636]
part-heading: THE EBB. — [1010, 1186, 1051, 1196]
paragraph: During the third quarter flood, No 7 Marryatt's, half-mast high. — [955, 1143, 1106, 1163]
paragraph: 298. If in any case of collision it appears — [336, 1813, 473, 1823]
paragraph: The channel is also wider, the 5-feet bank that separated what was called the North Channel from the main, having now disappeared, it is now called the Bar of the Manukau. The depth of the bar, at the same time, it is now called the Banks of the Manukau, is about 16 feet at low water, and 4 feet lower than in the year 1853. — [798, 300, 946, 377]
paragraph: 297. The legislative authority of any British possession shall have power, by any Act or Ordinance confirmed by Her Majesty in Council, to repeal, wholly or in part, any provisions of this Act relating to ships registered in such possession; but no such Act or Ordinance shall take effect until such approval has been proclaimed in such possession, or until such time thereafter as may be fixed by such Act or Ordinance for the purpose. — [327, 1298, 475, 1404]
paragraph: The channel is marked by white buoys on the starboard or north side, and by black buoys on port or south side. Keep midway between the black and white buoys. — [955, 438, 1106, 476]
section-subheading: Grant to be issued. — [51, 1264, 116, 1274]
paragraph: XI. Any person who at any time before the passing of this Act shall have applied for the purchase of land under the Land Regulations then in force, and shall have obtained from the Waste Land Board a certificate entitling him to take possession of the land specified in his application, but who shall not have expended on such land forty shillings per acre in improvements, so as to entitle him to a Crown grant thereof under the said Regulations (hereinafter styled a "former purchaser") may elect to do — [8, 1338, 159, 1453]
divider — [812, 1315, 932, 1316]
article-heading: THE SOUTHLAND WASTE LANDS ACT, 1863. — [22, 53, 145, 75]
paragraph: XIII. On the proclamation of new hundreds over country held under pastoral licenses, the right of pasturage shall remain with the holders of such licenses until the appointment of wardens for such hundreds. — [170, 295, 318, 343]
part-heading: THE MARINE BOARD ACT, 1862. — [335, 168, 467, 178]
paragraph: XXVIII. It shall be lawful for the Governor in Council, by an order to that effect, to prescribe any and what provisions or changes shall be made in respect to the following equipments, matters and things relating to vessels. — [327, 982, 475, 1040]
signature-date: December 16th, 1863. — [873, 1301, 946, 1311]
part-heading: II.—MISCELLANEOUS PROVISIONS. — [170, 272, 318, 282]
paragraph: Article 12. When Two Sailing Ships are crossing, so as to involve Risk of Collision, then, if they have the Wind on different Sides, the Ship with the Wind on the Port Side shall keep out of the Way of the Ship with the Wind on the Starboard Side; except in the case in which the Ship with the Wind on the Port Side is close hauled and the other Ship free, in which case the latter Ship shall keep out of the Way; but if they have the Wind on the same Side, or if One of them has the Wind aft, the Ship which is to Windward shall keep — [484, 1879, 632, 2004]
column-3 — [327, 52, 475, 1823]
column-2 — [170, 52, 318, 1420]
column-7 — [955, 52, 1106, 1994]
paragraph: Article 13. If two Ships under Steam are meeting end on or nearly end on so as to involve Risk of Collision, the Helms of both shall be put to Port, so that each may pass on the Port Side of the other. — [641, 84, 789, 133]
paragraph: During first quarter, a blue flag half-mast high, with a ball underneath. — [955, 1196, 1106, 1216]
part-heading: RULES CONCERNING FOG SIGNALS. — [504, 1641, 612, 1660]
part-heading: STEAM NAVIGATION ACT, 1862. — [335, 816, 467, 826]
paragraph: I. The short title of this act shall be the "Southland Waste Lands Act, 1863" — [8, 249, 159, 268]
paragraph: 299. In case any damage to person or property arises from the non-observance by any ship of any of the said rules, such damage shall be deemed to have been occasioned by the wilful default of the person in charge of the deck of such ship at the time, unless it is shown to the satisfaction of the court that the circumstances of the case made a departure from the rule necessary. — [484, 216, 632, 312]
paragraph: Article 6. Whenever, as in the case of small vessels during bad weather, the Green and Red Lights cannot be fixed, these Lights shall be kept on Deck, on their respective Sides of the Vessel, ready for instant Exhibition, and shall, on the approach of or to other Vessels, be exhibited on their respective Sides in sufficient Time to prevent Collision, in such manner as to make them most visible, and so that the Green Light shall not be seen on the Port Side, nor the Red Light on the Starboard Side. — [484, 1066, 632, 1191]
signature-title: Chief Marine Board. — [720, 1688, 789, 1698]
paragraph: 291. The fourth part of this Act shall apply to all British ships; and all foreign steamships carrying passengers between places in the United Kingdom, shall be subject to all the provisions contained in the fourth part of this Act, and likewise to the same provisions with respect to the certificates of the masters and mates thereof to which British steam ships are subject. — [327, 1211, 475, 1298]
footnote: Importation of Arms, &c., without licenses is a misdemeanour, punishable by fine or imprisonment. — [170, 1129, 318, 1158]
paragraph: Article 10. Whenever there is Fog, whether by Day or Night, the Fog Signals described below shall be carried and used, and shall be sounded at least every Five Minutes, viz.:— — [484, 1673, 632, 1722]
section-subheading: Two Ships under Steam Meeting. — [660, 73, 770, 83]
paragraph: Article 18. Where by the above Rules one of Two Ships is to keep out of the Way, the other shall keep her Course, subject to the Qualifications contained in the following Article. — [641, 392, 789, 440]
paragraph: The following directions and regulations of the Chief Marine Board of New Zealand are taken from the Lyttelton Times:— — [327, 77, 475, 106]
divider — [812, 1562, 932, 1563]
paragraph: "Collector of Customs" shall include the person acting as such at the port in respect of which the term is used. — [327, 637, 475, 666]
paragraph: As any departure from "The Regulations issued by the Board of Trade" may be fraught with the most disastrous consequences, you are directed and enjoined to immediately lay information against all parties who may be guilty of such departure or evasion, that they may be brought before a competent tribunal; until this is done, by silently permitting any such departure or evasion, the officers of the Colonial Government render themselves obnoxious to the charge of being aiders and abettors in the plague of being protectors to the public. — [641, 1530, 789, 1665]
divider — [184, 543, 304, 544]
byline: JUST COMPILED BY COMMANDER F. W. SIDNEY, R.N. — [802, 77, 942, 96]
paragraph: The values or other parts of the boilers, engines, or machinery of steamers. — [327, 1071, 475, 1090]
paragraph: Article 5. Sailing Ships under weigh, or being towed, shall carry the same Lights as Steam Ships under weigh, with the exception of the White Mast Head Lights, which they shall never carry. — [484, 1005, 632, 1053]
section-subheading: Lights for Sailing Ships. — [517, 993, 599, 1003]
signature: J. B. GREIG. — [1062, 1455, 1106, 1465]
paragraph: The South Channel seems hitherto to have been very imperfectly known, and its merits misrepresented; but now that buoys have been placed, its approach and navigation is rendered easy, and the depth of water being the same as that on the bar of the main channel, and accessible at times when the latter is dangerous, it is much to be preferred. — [798, 504, 946, 591]
paragraph: For Riverton, Monday, Wednesday, and Friday, at 10 a.m. — [641, 1782, 789, 1802]
section-subheading: Lights. — [546, 478, 570, 488]
paragraph: VIII. Provided always that it shall be lawful for the Governor in Council from time to time if he shall see fit, on the receipt of a recommendation to this effect from the Superintendent and Provincial Council, to order that an augmentation shall be made in the price at which the waste lands shall be offered for sale, either by selection or auction, to such an amount as shall be expressed in the said recommendation, and from and after a date to be fixed in the order in Council the price shall be raised accordingly. — [8, 951, 159, 1076]
section-subheading: Vessels Overtaking other Vessels. — [659, 338, 771, 348]
paragraph: b. On the Starboard Side, a Green Light, so constructed as to throw an uniform and unbroken Light over an Arc of the Horizon of 10 Points of the Compass, so fixed as to throw the Light from Right Ahead to Two Points abaft the Beam on the Starboard Side, and of such a character as to be visible on a dark night, with a clear atmosphere, at a distance of at least Two Miles. — [484, 659, 632, 755]
paragraph: The entrance to this port being intricate, a stranger will under any circumstances, attempt to sail in without a pilot, but should he run in on the bar buoy, which is placed in twenty-one feet at low water spring tides with the following bearings:— — [955, 1527, 1106, 1585]
paragraph: The pilot who is provided with a boat and crew of four men will, when it is practicable, always put off to his boat on the approach of a vessel and having the assistance to go off. — [955, 1892, 1106, 1931]
article-heading: SAILING DIRECTIONS FOR WAIKATO RIVER. — [808, 1319, 936, 1341]
paragraph: "Harbor Master" shall extend to and include any Deputy Harbor Master or person for the time being acting as Harbor Master or Deputy. — [327, 666, 475, 705]
paragraph: A low range denotes a change, and in a southerly quarter to be shortly attended by rain; and a rise the barometer begins to rise, expect wind. When the barometer is ranging about 30 inches, steady weather may be expected for several days. — [798, 1161, 946, 1219]
paragraph: Leave this buoy, on the port side, and steer for the Ninepin Rock on the west of the channel, the Spit Buoy on the east, and when the Flag of Hunter's Beacon is clear off the Spit, steer for the Paratutai signal staff, and proceed as directed. — [798, 688, 946, 746]
part-heading: THE MARINE BOARD ACT, 1862. — [649, 714, 781, 724]
section-subheading: Fog Signals. — [536, 1662, 580, 1672]
section-subheading: Partial Repeal of Laws. — [43, 380, 124, 389]
paragraph: The fittings and equipments of boats. The anchors and mooring or ground tackle on board vessels. — [327, 1041, 475, 1070]
paragraph: 295. The following rules shall be observed with regard to lights and fog signals: — [327, 1405, 475, 1434]
paragraph: Article 4. Steam Ships, when towing other Ships, shall carry Two bright White Mast Head Lights, vertically, in addition to their Side Lights, so as to distinguish them from other Steam Ships. Each of these Mast Head Lights shall be of the same construction and character as the Mast Head Lights which other Steam Ships are required to carry. — [484, 905, 632, 991]
section-subheading: Land in Goldfield subject to Waste Land Laws. — [176, 345, 312, 364]
paragraph: For Dunedin, Mataura, Gore, and Long Bush, every Tuesday and Friday, at 9. 30 a.m. — [641, 1752, 789, 1782]
paragraph: a. Steam Ships under weigh shall use a Steam Whistle placed before the funnel, not less than eight feet from the deck. — [484, 1722, 632, 1751]
part-heading: STEAM NAVIGATION ACT, 1862. — [649, 643, 781, 653]
paragraph: The lights to be carried, and signals to be made or displayed, and — [327, 1091, 475, 1110]
paragraph: Your attention is hereby directed and enjoined to the following clauses of the existing laws and regulations:— — [327, 136, 475, 165]
paragraph: During second quarter, a blue flag at mast-head, with a ball underneath. — [955, 1217, 1106, 1236]
paragraph: The prevailing winds are from N.W. to S.W., and it seldom blows a gale from the southward—the wind moderating as it draws from N.W. to southward. — [798, 932, 946, 971]
divider — [969, 1469, 1092, 1470]
paragraph: 1. To pay the Receiver of Land Revenue at his office a sum of money equal to ten shillings per acre on the quantity of land comprised in his certificate, and be entitled forthwith to a Crown grant in fee simple, free from conditions. — [170, 62, 318, 120]
source-note: From the Provincial Government Gazette, Aug. 7. — [959, 87, 1102, 107]
section-subheading: Lights for Ships at Anchor. — [513, 1251, 603, 1261]
masthead — [8, 4, 1106, 46]
part-heading: MERCHANT SHIPPING ACT. — [344, 1200, 458, 1210]
paragraph: Article 16. Every Steam Ship when approaching another Ship, so as to involve Risk of Collision, shall Slacken her Speed, or, if necessary, stop and reverse; and every Steam Ship shall, when in a Fog, go at a moderate Speed. — [641, 279, 789, 337]
paragraph: either of the following things:— — [170, 52, 279, 61]
signature: J. B. GREIG, — [1062, 1972, 1106, 1982]
paragraph: For Campbelltown, and Stanley, daily, at half past six. — [641, 1882, 789, 1902]
column-6 — [798, 52, 946, 1759]
paragraph: b. Sailing Ships under weigh shall use a Fog Horn. — [484, 1752, 632, 1772]
paragraph: There also to remark that for many years I have observed that very clear and distinct sights are indications of a change of wind. — [798, 1259, 946, 1288]
paragraph: During the second quarter flood, a blue flag at the mast-head. — [955, 1123, 1106, 1143]
section-subheading: Two Sailing Ships Crossing. — [510, 1868, 605, 1878]
paragraph: (4) All owners and masters shall be bound to take notice of the same, and shall, so long as the same continue in force, exhibit such lights, and use such fog signals, as shall be required by such regulations, and shall not exhibit any other lights or use any other fog signals; and in case of default the master or owner of the ship, if it appears that he was in fault, shall for each occasion upon which such regulations are infringed, incur a penalty not exceeding twenty pounds. — [327, 1697, 475, 1812]
paragraph: Article 17. Every Vessel overtaking any other Vessel shall keep out of the Way of the said last-mentioned Vessel. — [641, 350, 789, 379]
paragraph: Vessels outside the bar at or the mooring buoy, when the pilot cannot get off may hold communication with him by means of Marryatt's signals which in this case will be hoisted at the south yard arm. — [955, 1843, 1106, 1892]
paragraph: II. This act shall apply to the Province and to the waste land within the Province of Southland only, and shall not come into operation until Her Majesty's pleasure shall have been taken thereon, and the same shall have been confirmed by Her Majesty, with the advice of the Privy Council, and a proclamation of such confirmation having been given, shall have been made by the Governor. — [8, 282, 159, 378]
paragraph: A high barometer—say above 31 inches, and the wind be bearing clear and distinct, it is (as a rule) a sign of a change to the eastward. — [798, 1219, 946, 1258]
paragraph: (3) All regulations made in pursuance of this section shall be published in the London Gazette, and shall come into operation at a day to be named in the Gazette in which they are published, and the Admiralty shall cause all such regulations to be printed, and shall furnish a copy thereof to any owner or master of a ship who applies for the same, and production of the Gazette containing such regulations shall be sufficient evidence of the due making and purport thereof. — [327, 1581, 475, 1696]
column-4 — [484, 52, 632, 2004]
paragraph: 2. To take a Crown grant in fee simple without conditions for two-thirds in value of the land comprised in such certificate. To be ascertained to the satisfaction of the Commissioner of Crown lands. — [170, 121, 318, 169]
paragraph: The Pilot Station is situated between the leading beacons, and, except in heavy gales, a pilot will board the vessel abreast of the station, but, should the wind and sea be too strong for him to put off, the shipmaster by attending to the following directions, may be able himself to conduct his vessel to a place of safety. — [955, 360, 1106, 437]
paragraph: From Campbelltown, and Stanley, daily according to tide. — [641, 2035, 789, 2055]
paragraph: Article 3. Sea-going Steam Ships, when under weigh, shall carry:— — [484, 542, 632, 561]
section-subheading: Proviso to Save Special Cases. — [663, 442, 767, 452]
